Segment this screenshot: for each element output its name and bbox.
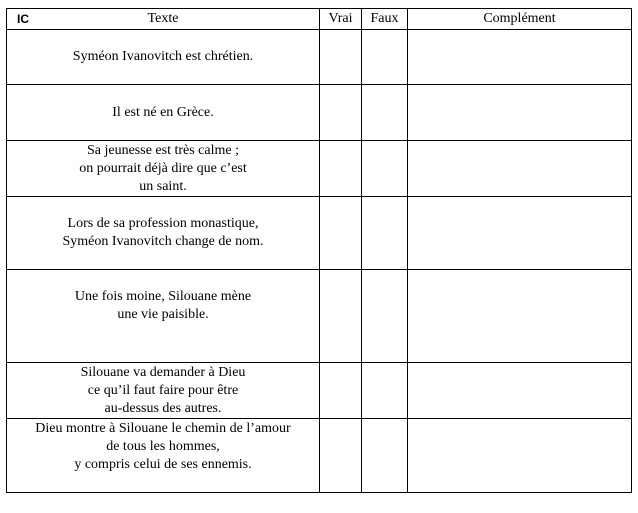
statement-line: Syméon Ivanovitch change de nom. bbox=[62, 234, 264, 249]
statement-line: y compris celui de ses ennemis. bbox=[74, 457, 252, 472]
vrai-cell[interactable] bbox=[320, 419, 362, 493]
true-false-table bbox=[6, 8, 632, 493]
table-row bbox=[7, 30, 632, 85]
header-texte bbox=[7, 9, 320, 30]
statement-line: Une fois moine, Silouane mène bbox=[74, 289, 252, 304]
header-texte-label: Texte bbox=[147, 11, 179, 26]
statement-line: un saint. bbox=[139, 178, 187, 194]
vrai-cell[interactable] bbox=[320, 141, 362, 197]
statement-line: Il est né en Grèce. bbox=[112, 104, 214, 120]
statement-cell bbox=[7, 419, 320, 493]
statement-line: une vie paisible. bbox=[117, 307, 209, 322]
table-row bbox=[7, 363, 632, 419]
vrai-cell[interactable] bbox=[320, 30, 362, 85]
header-row bbox=[7, 9, 632, 30]
header-complement: Complément bbox=[408, 9, 632, 30]
table-row bbox=[7, 85, 632, 141]
statement-cell bbox=[7, 197, 320, 270]
complement-cell[interactable] bbox=[408, 85, 632, 141]
statement-line: Lors de sa profession monastique, bbox=[67, 216, 259, 231]
statement-cell bbox=[7, 270, 320, 363]
faux-cell[interactable] bbox=[362, 30, 408, 85]
statement-cell bbox=[7, 363, 320, 419]
faux-cell[interactable] bbox=[362, 141, 408, 197]
faux-cell[interactable] bbox=[362, 363, 408, 419]
table-row bbox=[7, 197, 632, 270]
statement-line: Sa jeunesse est très calme ; bbox=[86, 142, 239, 158]
complement-cell[interactable] bbox=[408, 419, 632, 493]
complement-cell[interactable] bbox=[408, 363, 632, 419]
faux-cell[interactable] bbox=[362, 85, 408, 141]
statement-line: ce qu’il faut faire pour être bbox=[87, 382, 239, 398]
vrai-cell[interactable] bbox=[320, 363, 362, 419]
table-row bbox=[7, 419, 632, 493]
statement-line: Silouane va demander à Dieu bbox=[80, 364, 246, 380]
statement-line: Dieu montre à Silouane le chemin de l’amour bbox=[35, 421, 291, 436]
vrai-cell[interactable] bbox=[320, 85, 362, 141]
faux-cell[interactable] bbox=[362, 197, 408, 270]
complement-cell[interactable] bbox=[408, 30, 632, 85]
table-row bbox=[7, 270, 632, 363]
statement-line: de tous les hommes, bbox=[106, 439, 220, 454]
vrai-cell[interactable] bbox=[320, 270, 362, 363]
statement-cell bbox=[7, 30, 320, 85]
complement-cell[interactable] bbox=[408, 270, 632, 363]
header-faux: Faux bbox=[362, 9, 408, 30]
statement-cell bbox=[7, 85, 320, 141]
table-row bbox=[7, 141, 632, 197]
complement-cell[interactable] bbox=[408, 141, 632, 197]
faux-cell[interactable] bbox=[362, 419, 408, 493]
complement-cell[interactable] bbox=[408, 197, 632, 270]
statement-line: au-dessus des autres. bbox=[104, 400, 222, 416]
statement-line: on pourrait déjà dire que c’est bbox=[79, 160, 247, 176]
statement-cell bbox=[7, 141, 320, 197]
vrai-cell[interactable] bbox=[320, 197, 362, 270]
ic-label: IC bbox=[17, 12, 29, 26]
statement-line: Syméon Ivanovitch est chrétien. bbox=[72, 49, 254, 64]
header-vrai: Vrai bbox=[320, 9, 362, 30]
faux-cell[interactable] bbox=[362, 270, 408, 363]
